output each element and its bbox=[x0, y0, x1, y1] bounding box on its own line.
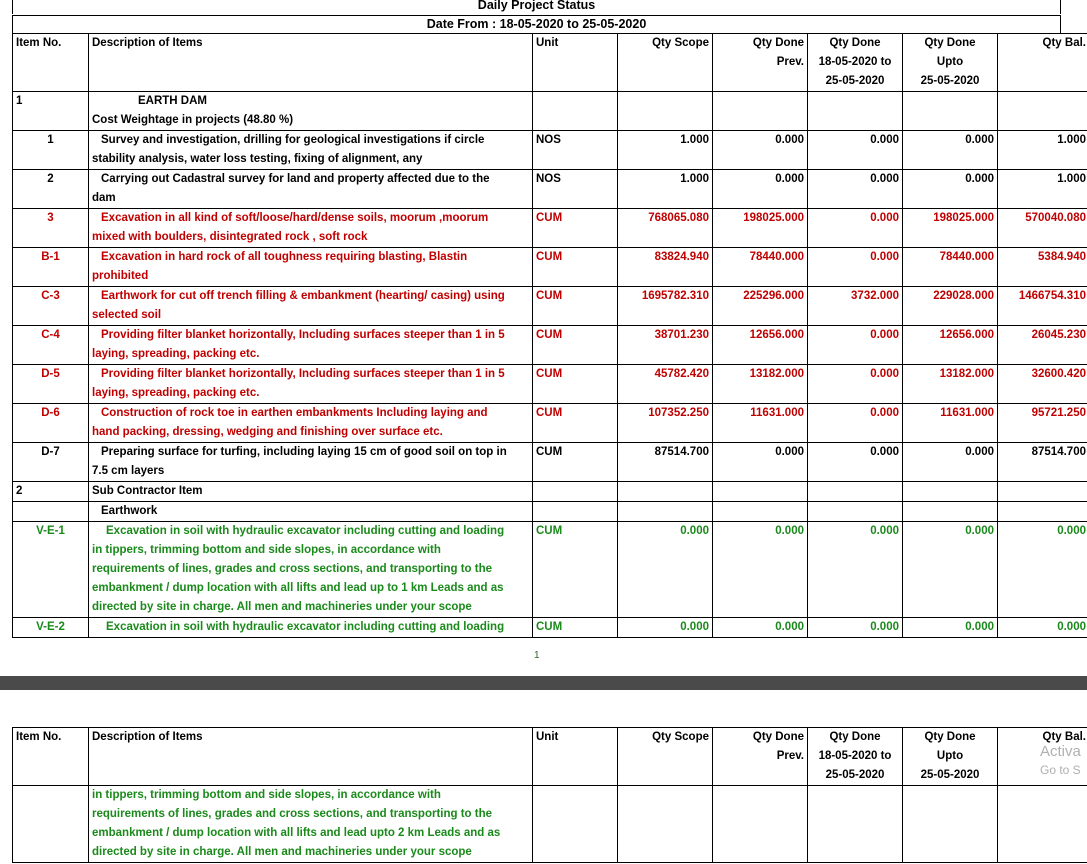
table-row: 1 Survey and investigation, drilling for geological investigations if circle stability analysis, water loss testing, fixing of alignment, any NOS 1.000 0.000 0.000 0.000 1.000 bbox=[13, 131, 1087, 170]
table-header-row bbox=[13, 728, 1087, 786]
col-item-no: Item No. bbox=[13, 34, 89, 92]
table-row: B-1 Excavation in hard rock of all toughness requiring blasting, Blastin prohibited CUM 83824.940 78440.000 0.000 78440.000 5384.940 bbox=[13, 248, 1087, 287]
table-row: V-E-2 Excavation in soil with hydraulic excavator including cutting and loading CUM 0.000 0.000 0.000 0.000 0.000 bbox=[13, 618, 1087, 638]
col-qty-scope: Qty Scope bbox=[618, 728, 713, 786]
col-description: Description of Items bbox=[89, 728, 533, 786]
table-row: 2 Carrying out Cadastral survey for land and property affected due to the dam NOS 1.000 0.000 0.000 0.000 1.000 bbox=[13, 170, 1087, 209]
status-table-continued bbox=[12, 727, 1087, 863]
table-row: D-7 Preparing surface for turfing, including laying 15 cm of good soil on top in 7.5 cm layers CUM 87514.700 0.000 0.000 0.000 87514.700 bbox=[13, 443, 1087, 482]
col-qty-bal: Qty Bal. bbox=[998, 728, 1087, 786]
table-row: in tippers, trimming bottom and side slopes, in accordance with requirements of lines, grades and cross sections, and transporting to the embankment / dump location with all lifts and lead upto 2 km Leads and as directed by site in charge. All men and machineries under your scope bbox=[13, 786, 1087, 863]
table-row: C-3 Earthwork for cut off trench filling & embankment (hearting/ casing) using selected soil CUM 1695782.310 225296.000 3732.000 229028.000 1466754.310 bbox=[13, 287, 1087, 326]
report-page-2 bbox=[0, 690, 1087, 864]
section-row: 2 Sub Contractor Item bbox=[13, 482, 1087, 502]
table-row: C-4 Providing filter blanket horizontally, Including surfaces steeper than 1 in 5 laying, spreading, packing etc. CUM 38701.230 12656.000 0.000 12656.000 26045.230 bbox=[13, 326, 1087, 365]
section-row bbox=[13, 92, 1087, 131]
col-qty-scope: Qty Scope bbox=[618, 34, 713, 92]
page-number: 1 bbox=[534, 650, 540, 661]
col-qty-bal: Qty Bal. bbox=[998, 34, 1087, 92]
activation-watermark: Activa Go to S bbox=[1040, 743, 1081, 777]
table-row: 3 Excavation in all kind of soft/loose/hard/dense soils, moorum ,moorum mixed with boulders, disintegrated rock , soft rock CUM 768065.080 198025.000 0.000 198025.000 570040.080 bbox=[13, 209, 1087, 248]
col-qty-done-prev: Qty Done Prev. bbox=[713, 34, 808, 92]
section-item-no: 1 bbox=[13, 92, 89, 131]
status-table bbox=[12, 33, 1087, 638]
report-title: Daily Project Status bbox=[12, 0, 1061, 14]
col-qty-done-upto: Qty Done Upto 25-05-2020 bbox=[903, 728, 998, 786]
table-row: D-5 Providing filter blanket horizontally, Including surfaces steeper than 1 in 5 laying, spreading, packing etc. CUM 45782.420 13182.000 0.000 13182.000 32600.420 bbox=[13, 365, 1087, 404]
col-unit: Unit bbox=[533, 728, 618, 786]
col-item-no: Item No. bbox=[13, 728, 89, 786]
col-qty-done-upto: Qty Done Upto 25-05-2020 bbox=[903, 34, 998, 92]
section-description: EARTH DAM Cost Weightage in projects (48.80 %) bbox=[89, 92, 533, 131]
col-qty-done-prev: Qty Done Prev. bbox=[713, 728, 808, 786]
table-row: V-E-1 Excavation in soil with hydraulic excavator including cutting and loading in tippers, trimming bottom and side slopes, in accordance with requirements of lines, grades and cross sections, and transporting to the embankment / dump location with all lifts and lead up to 1 km Leads and as directed by site in charge. All men and machineries under your scope CUM 0.000 0.000 0.000 0.000 0.000 bbox=[13, 522, 1087, 618]
report-date-range: Date From : 18-05-2020 to 25-05-2020 bbox=[12, 15, 1061, 33]
col-unit: Unit bbox=[533, 34, 618, 92]
col-description: Description of Items bbox=[89, 34, 533, 92]
subheading-row: Earthwork bbox=[13, 502, 1087, 522]
table-header-row bbox=[13, 34, 1087, 92]
table-row: D-6 Construction of rock toe in earthen embankments Including laying and hand packing, dressing, wedging and finishing over surface etc. CUM 107352.250 11631.000 0.000 11631.000 95721.250 bbox=[13, 404, 1087, 443]
col-qty-done-range: Qty Done 18-05-2020 to 25-05-2020 bbox=[808, 34, 903, 92]
page-separator bbox=[0, 676, 1087, 690]
col-qty-done-range: Qty Done 18-05-2020 to 25-05-2020 bbox=[808, 728, 903, 786]
